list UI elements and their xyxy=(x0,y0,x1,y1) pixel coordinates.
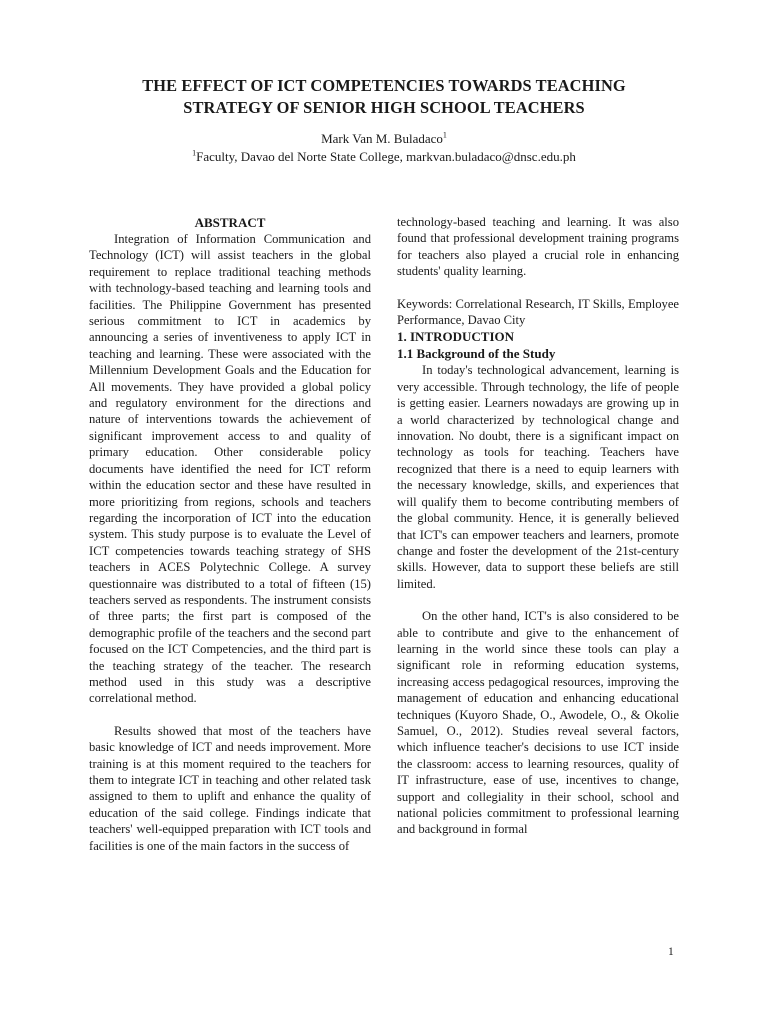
abstract-paragraph-2: Results showed that most of the teachers have basic knowledge of ICT and needs improvement. More training is at this moment required to the teachers for them to integrate ICT in teaching and other related task assigned to them to uplift and enhance the quality of education of the said college. Findings indicate that teachers' well-equipped preparation with ICT tools and facilities is one of the main factors in the success of xyxy=(89,723,371,853)
introduction-paragraph-1: In today's technological advancement, learning is very accessible. Through technology, the life of people is getting easier. Learners nowadays are growing up in a world characterized by technological change and innovation. No doubt, there is a significant impact on technology as tools for teaching. Teachers have recognized that there is a need to equip learners with the necessary knowledge, skills, and experiences that will qualify them to become contributing members of the global community. Hence, it is generally believed that ICT's can empower teachers and learners, promote change and foster the development of the 21st-century skills. However, data to support these beliefs are still limited. xyxy=(397,363,679,591)
affiliation-text: Faculty, Davao del Norte State College, markvan.buladaco@dnsc.edu.ph xyxy=(196,149,576,164)
left-column xyxy=(89,214,371,854)
author-line xyxy=(60,130,708,147)
introduction-heading: 1. INTRODUCTION xyxy=(397,329,515,345)
keywords: Keywords: Correlational Research, IT Skills, Employee Performance, Davao City xyxy=(397,296,679,328)
abstract-heading: ABSTRACT xyxy=(194,215,266,230)
right-column xyxy=(397,214,679,838)
abstract-paragraph-2-continued: technology-based teaching and learning. It was also found that professional development training programs for teachers also played a crucial role in enhancing students' quality learning. xyxy=(397,215,679,279)
page-number: 1 xyxy=(668,946,674,958)
paper-title-line-2: STRATEGY OF SENIOR HIGH SCHOOL TEACHERS xyxy=(183,98,585,117)
affiliation-superscript: 1 xyxy=(192,148,197,158)
background-subheading: 1.1 Background of the Study xyxy=(397,346,556,362)
abstract-paragraph-1: Integration of Information Communication and Technology (ICT) will assist teachers in the global requirement to replace traditional teaching methods with technology-based teaching and learning tools and facilities. The Philippine Government has presented serious commitment to ICT in academics by announcing a series of inventiveness to apply ICT in teaching and learning. These were associated with the Millennium Development Goals and the Education for All movements. They have provided a global policy and regulatory environment for the directions and nature of interventions towards the achievement of significant improvement access to and quality of primary education. Other considerable policy documents have identified the need for ICT reform within the education sector and these have resulted in more prioritizing from regions, schools and teachers regarding the incorporation of ICT into the education system. This study purpose is to evaluate the Level of ICT competencies towards teaching strategy of SHS teachers in ACES Polytechnic College. A survey questionnaire was distributed to a total of fifteen (15) teachers served as respondents. The instrument consists of three parts; the first part is composed of the demographic profile of the teachers and the second part focused on the ICT Competencies, and the third part is the teaching strategy of the teacher. The research method used in this study was a descriptive correlational method. xyxy=(89,232,371,706)
author-superscript: 1 xyxy=(442,130,447,140)
paper-title xyxy=(60,75,708,119)
author-name: Mark Van M. Buladaco xyxy=(321,131,443,146)
introduction-paragraph-2: On the other hand, ICT's is also considered to be able to contribute and give to the enhancement of learning in the world since these tools can play a significant role in reforming education systems, increasing access pedagogical resources, improving the management of education and enhancing educational techniques (Kuyoro Shade, O., Awodele, O., & Okolie Samuel, O., 2012). Studies reveal several factors, which influence teacher's decisions to use ICT inside the classroom: access to learning resources, quality of IT infrastructure, ease of use, incentives to change, support and collegiality in their school, school and national policies commitment to professional learning and background in formal xyxy=(397,609,679,837)
affiliation-line xyxy=(60,148,708,165)
paper-title-line-1: THE EFFECT OF ICT COMPETENCIES TOWARDS TEACHING xyxy=(142,76,626,95)
